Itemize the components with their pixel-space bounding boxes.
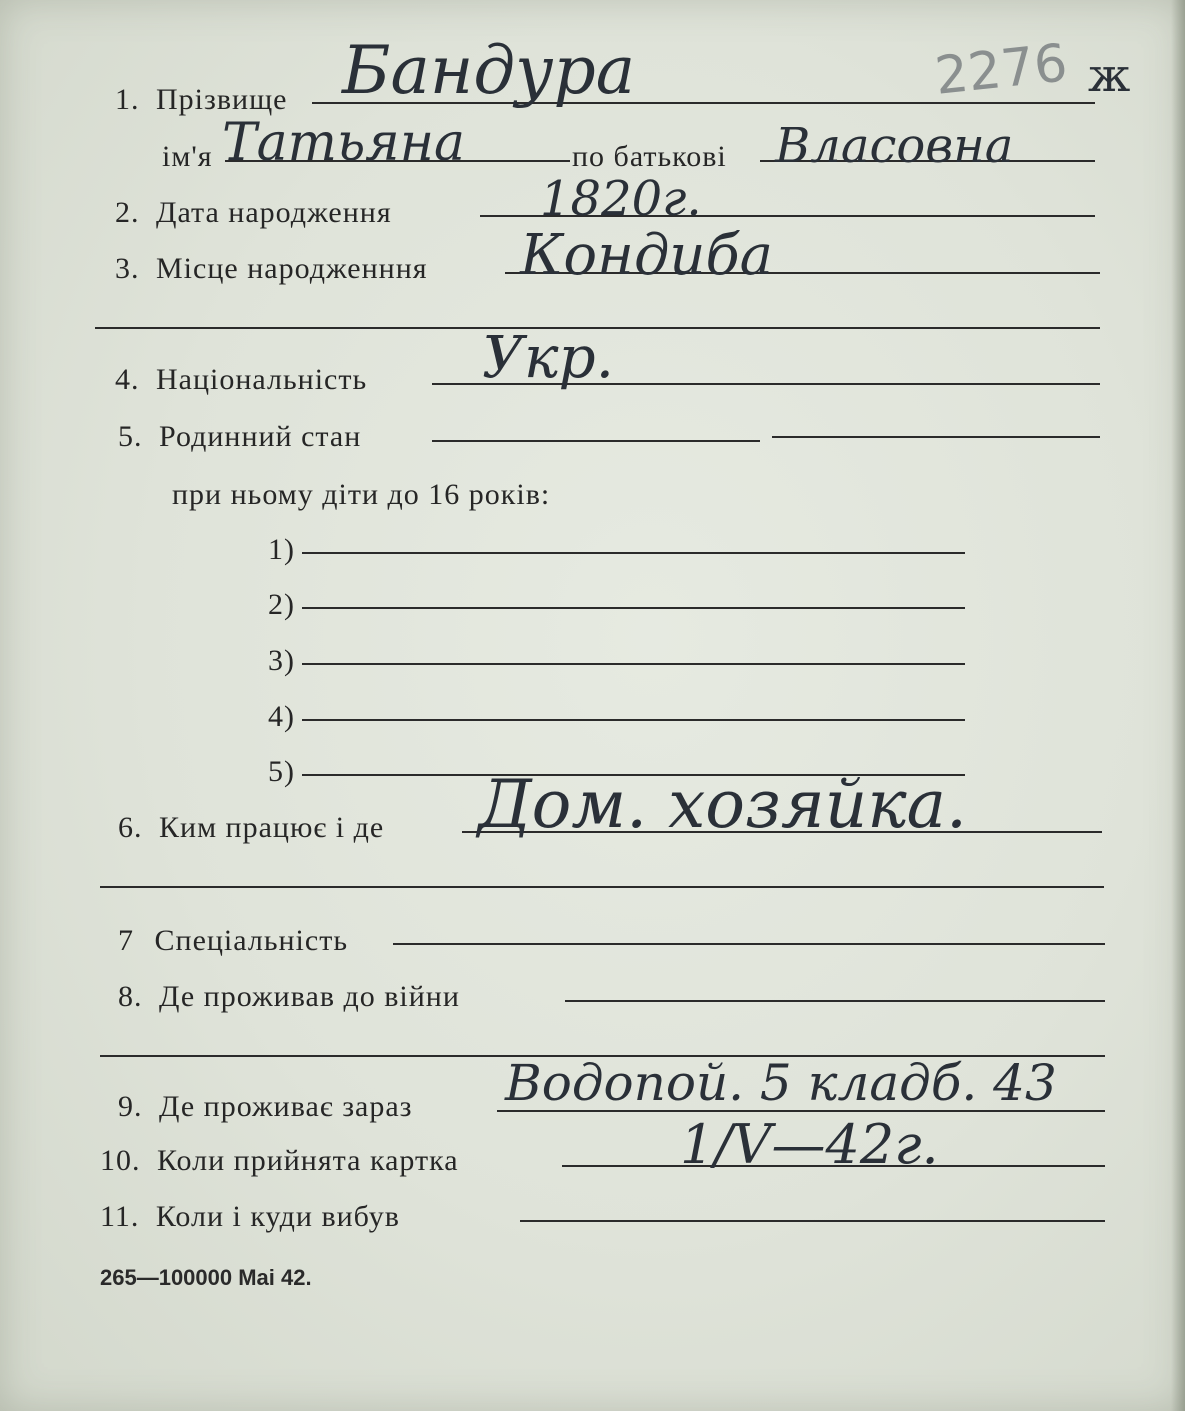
label-nationality: Національність <box>156 363 368 396</box>
handwritten-surname: Бандура <box>342 32 636 109</box>
archive-number-suffix: ж <box>1088 48 1131 102</box>
field-3-label <box>115 254 428 284</box>
label-first-name: ім'я <box>162 140 213 173</box>
occupation-second-line <box>100 886 1104 888</box>
field-number: 10. <box>100 1144 141 1177</box>
field-11-label <box>100 1202 400 1232</box>
field-1-label <box>115 85 288 115</box>
card-edge-shadow <box>1171 0 1185 1411</box>
field-10-label <box>100 1146 459 1176</box>
child-2-underline <box>302 607 965 609</box>
label-children: при ньому діти до 16 років: <box>172 478 551 511</box>
marital-status-underline-1 <box>432 440 760 442</box>
marital-status-underline-2 <box>772 436 1100 438</box>
field-4-label <box>115 365 367 395</box>
field-5-label <box>118 422 361 452</box>
field-number: 8. <box>118 980 143 1013</box>
field-number: 3. <box>115 252 140 285</box>
field-2-label <box>115 198 392 228</box>
label-card-accepted: Коли прийнята картка <box>157 1144 459 1177</box>
label-occupation: Ким працює і де <box>159 811 385 844</box>
field-number: 2. <box>115 196 140 229</box>
child-slot-4: 4) <box>268 700 295 733</box>
prewar-residence-underline <box>565 1000 1105 1002</box>
field-number: 9. <box>118 1090 143 1123</box>
child-slot-5: 5) <box>268 755 295 788</box>
label-birth-place: Місце народженння <box>156 252 428 285</box>
field-7-label <box>118 926 348 956</box>
handwritten-nationality: Укр. <box>482 323 615 391</box>
child-3-underline <box>302 663 965 665</box>
label-current-residence: Де проживає зараз <box>159 1090 413 1123</box>
handwritten-card-date: 1/V—42г. <box>680 1113 939 1176</box>
specialty-underline <box>393 943 1105 945</box>
child-1-underline <box>302 552 965 554</box>
field-number: 1. <box>115 83 140 116</box>
field-number: 7 <box>118 924 134 957</box>
child-slot-3: 3) <box>268 644 295 677</box>
label-departure: Коли і куди вибув <box>155 1200 400 1233</box>
field-number: 5. <box>118 420 143 453</box>
label-surname: Прізвище <box>156 83 288 116</box>
handwritten-patronymic: Власовна <box>775 118 1014 174</box>
field-9-label <box>118 1092 413 1122</box>
label-specialty: Спеціальність <box>154 924 348 957</box>
print-run-code: 265—100000 Mai 42. <box>100 1265 312 1290</box>
handwritten-birth-place: Кондиба <box>520 223 774 288</box>
handwritten-occupation: Дом. хозяйка. <box>478 766 967 843</box>
label-marital-status: Родинний стан <box>159 420 362 453</box>
field-6-label <box>118 813 384 843</box>
field-number: 6. <box>118 811 143 844</box>
label-prewar-residence: Де проживав до війни <box>159 980 460 1013</box>
child-4-underline <box>302 719 965 721</box>
field-8-label <box>118 982 460 1012</box>
field-number: 11. <box>100 1200 140 1233</box>
label-birth-date: Дата народження <box>156 196 392 229</box>
child-slot-1: 1) <box>268 533 295 566</box>
label-patronymic: по батькові <box>572 140 727 173</box>
child-slot-2: 2) <box>268 588 295 621</box>
archive-number: 2276 <box>932 33 1071 107</box>
departure-underline <box>520 1220 1105 1222</box>
handwritten-birth-date: 1820г. <box>540 171 702 227</box>
field-number: 4. <box>115 363 140 396</box>
handwritten-first-name: Татьяна <box>222 113 465 173</box>
handwritten-current-address: Водопой. 5 кладб. 43 <box>505 1054 1057 1112</box>
